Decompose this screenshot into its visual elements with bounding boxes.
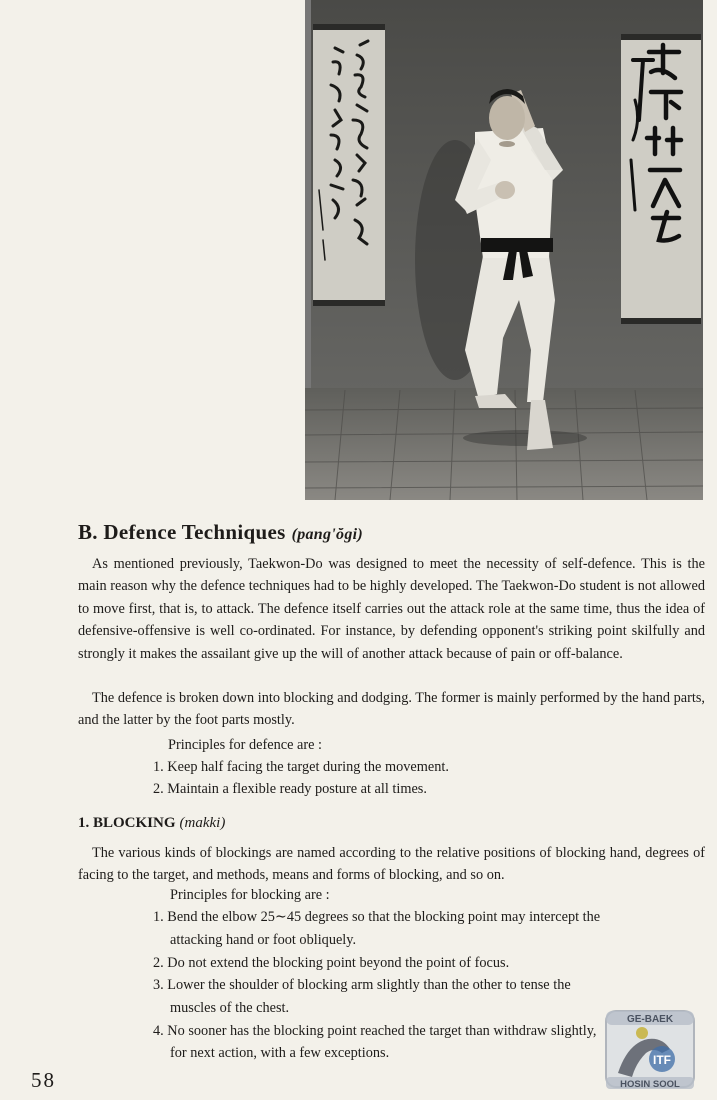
intro-paragraph-1-text: As mentioned previously, Taekwon-Do was designed to meet the necessity of self-defence. This is the main reason why the defence techniques had to be highly developed. The Taekwon-Do student is not allowed to move first, that is, to attack. The defence itself carries out the attack role at the same time, thus the idea of defensive-offensive is well co-ordinated. For instance, by defending opponent's striking point skilfully and strongly it makes the assailant give up the will of another attack because of pain or off-balance.	[78, 556, 705, 662]
blocking-heading	[78, 815, 225, 832]
defence-principle-item: 1. Keep half facing the target during the movement.	[153, 759, 449, 775]
blocking-paragraph-text: The various kinds of blockings are named according to the relative positions of blocking hand, degrees of facing to the target, and methods, means and forms of blocking, and so on.	[78, 845, 705, 884]
section-title: B. Defence Techniques	[78, 520, 286, 544]
blocking-title: 1. BLOCKING	[78, 815, 176, 831]
blocking-principle-item-2: 2. Do not extend the blocking point beyond the point of focus.	[153, 955, 510, 971]
martial-artist-photo	[305, 0, 703, 500]
watermark-top-text: GE-BAEK	[626, 1014, 674, 1025]
defence-principles-heading: Principles for defence are :	[168, 737, 323, 753]
blocking-principle-item-1-cont: attacking hand or foot obliquely.	[170, 932, 357, 948]
blocking-principle-item-3-cont: muscles of the chest.	[170, 1000, 290, 1016]
blocking-paragraph	[78, 842, 705, 887]
blocking-principle-item-3: 3. Lower the shoulder of blocking arm slightly than the other to tense the	[153, 977, 571, 993]
blocking-principle-item-4-cont: for next action, with a few exceptions.	[170, 1045, 390, 1061]
intro-paragraph-1	[78, 553, 705, 665]
blocking-subtitle: (makki)	[179, 815, 226, 831]
ge-baek-itf-watermark-logo	[598, 1003, 702, 1095]
intro-paragraph-2	[78, 687, 705, 732]
blocking-principle-item-4: 4. No sooner has the blocking point reached the target than withdraw slightly,	[153, 1023, 597, 1039]
page-number: 58	[31, 1068, 56, 1092]
watermark-bottom-text: HOSIN SOOL	[620, 1079, 680, 1090]
watermark-mid-text: ITF	[653, 1053, 671, 1067]
section-heading	[78, 520, 363, 545]
blocking-principles-heading: Principles for blocking are :	[170, 887, 330, 903]
defence-principle-item: 2. Maintain a flexible ready posture at all times.	[153, 781, 427, 797]
section-subtitle: (pang'ŏgi)	[291, 526, 364, 543]
blocking-principle-item-1: 1. Bend the elbow 25∼45 degrees so that the blocking point may intercept the	[153, 909, 601, 925]
intro-paragraph-2-text: The defence is broken down into blocking and dodging. The former is mainly performed by the hand parts, and the latter by the foot parts mostly.	[78, 690, 705, 729]
